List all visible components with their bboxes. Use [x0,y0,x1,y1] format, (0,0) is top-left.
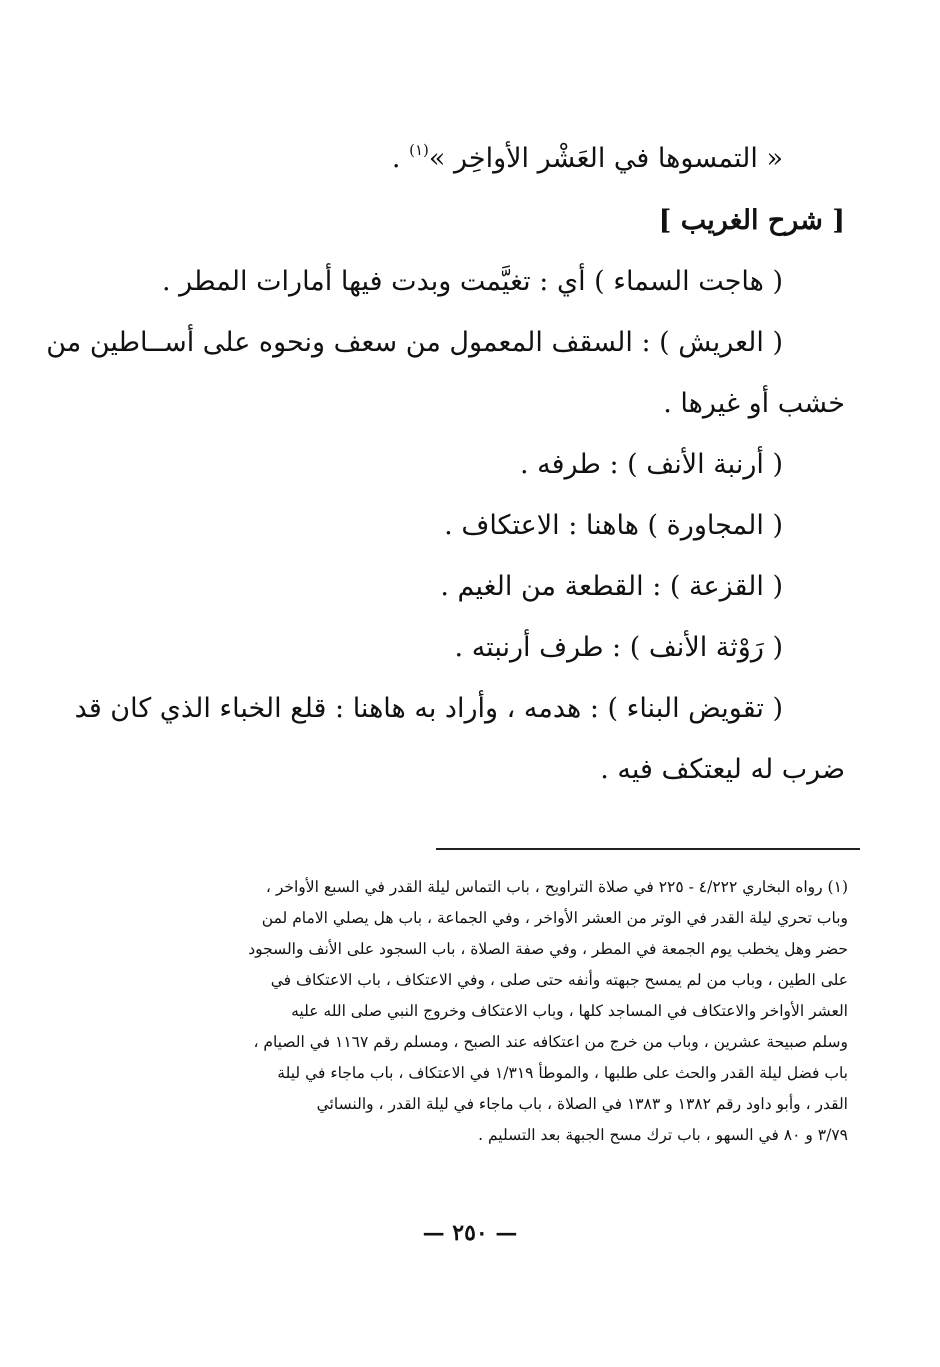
glossary-entry-arnabat-alanf: ( أرنبة الأنف ) : طرفه . [519,449,783,480]
footnote-line: وسلم صبيحة عشرين ، وباب من خرج من اعتكافه عند الصبح ، ومسلم رقم ١١٦٧ في الصيام ، [253,1033,848,1051]
glossary-entry-rawthat-alanf: ( رَوْثة الأنف ) : طرف أرنبته . [454,632,783,663]
footnote-line: وباب تحري ليلة القدر في الوتر من العشر الأواخر ، وفي الجماعة ، باب هل يصلي الامام لمن [261,909,848,927]
hadith-quote: « التمسوها في العَشْر الأواخِر » [428,143,783,174]
section-heading: [ شرح الغريب ] [658,205,845,236]
footnote-line: على الطين ، وباب من لم يمسح جبهته وأنفه حتى صلى ، وفي الاعتكاف ، باب الاعتكاف في [270,971,848,989]
glossary-entry-alqaza: ( القزعة ) : القطعة من الغيم . [440,571,783,602]
quote-end-period: . [391,143,410,174]
glossary-entry-alarish-line1 [46,312,845,373]
glossary-entry-taqwid-albina-line1: ( تقويض البناء ) : هدمه ، وأراد به هاهنا : قلع الخباء الذي كان قد [74,693,783,724]
glossary-entry-almujawara: ( المجاورة ) هاهنا : الاعتكاف . [444,510,783,541]
page-number: — ٢٥٠ — [422,1220,518,1246]
glossary-entry-alarish-line2: خشب أو غيرها . [663,388,845,419]
footnote-marker: (١) [409,141,429,159]
footnote-line: ٣/٧٩ و ٨٠ في السهو ، باب ترك مسح الجبهة بعد التسليم . [478,1126,848,1144]
main-text [46,128,845,800]
footnote-line: القدر ، وأبو داود رقم ١٣٨٢ و ١٣٨٣ في الصلاة ، باب ماجاء في ليلة القدر ، والنسائي [316,1095,848,1113]
footnote-block [128,872,848,1151]
glossary-entry-hajat-alsama: ( هاجت السماء ) أي : تغيَّمت وبدت فيها أمارات المطر . [161,266,783,297]
hadith-quote-line [95,128,845,190]
footnote-line: (١) رواه البخاري ٤/٢٢٢ - ٢٢٥ في صلاة التراويح ، باب التماس ليلة القدر في السبع الأواخر ، [265,878,848,896]
footnote-line: العشر الأواخر والاعتكاف في المساجد كلها ، وباب الاعتكاف وخروج النبي صلى الله عليه [291,1002,848,1020]
footnote-line: باب فضل ليلة القدر والحث على طلبها ، والموطأ ١/٣١٩ في الاعتكاف ، باب ماجاء في ليلة [277,1064,848,1082]
glossary-entry-taqwid-albina-line2: ضرب له ليعتكف فيه . [600,754,845,785]
footnote-separator [436,848,860,850]
footnote-line: حضر وهل يخطب يوم الجمعة في المطر ، وفي صفة الصلاة ، باب السجود على الأنف والسجود [248,940,848,958]
glossary-entry-text: ( العريش ) : السقف المعمول من سعف ونحوه على أســاطين من [46,327,783,358]
